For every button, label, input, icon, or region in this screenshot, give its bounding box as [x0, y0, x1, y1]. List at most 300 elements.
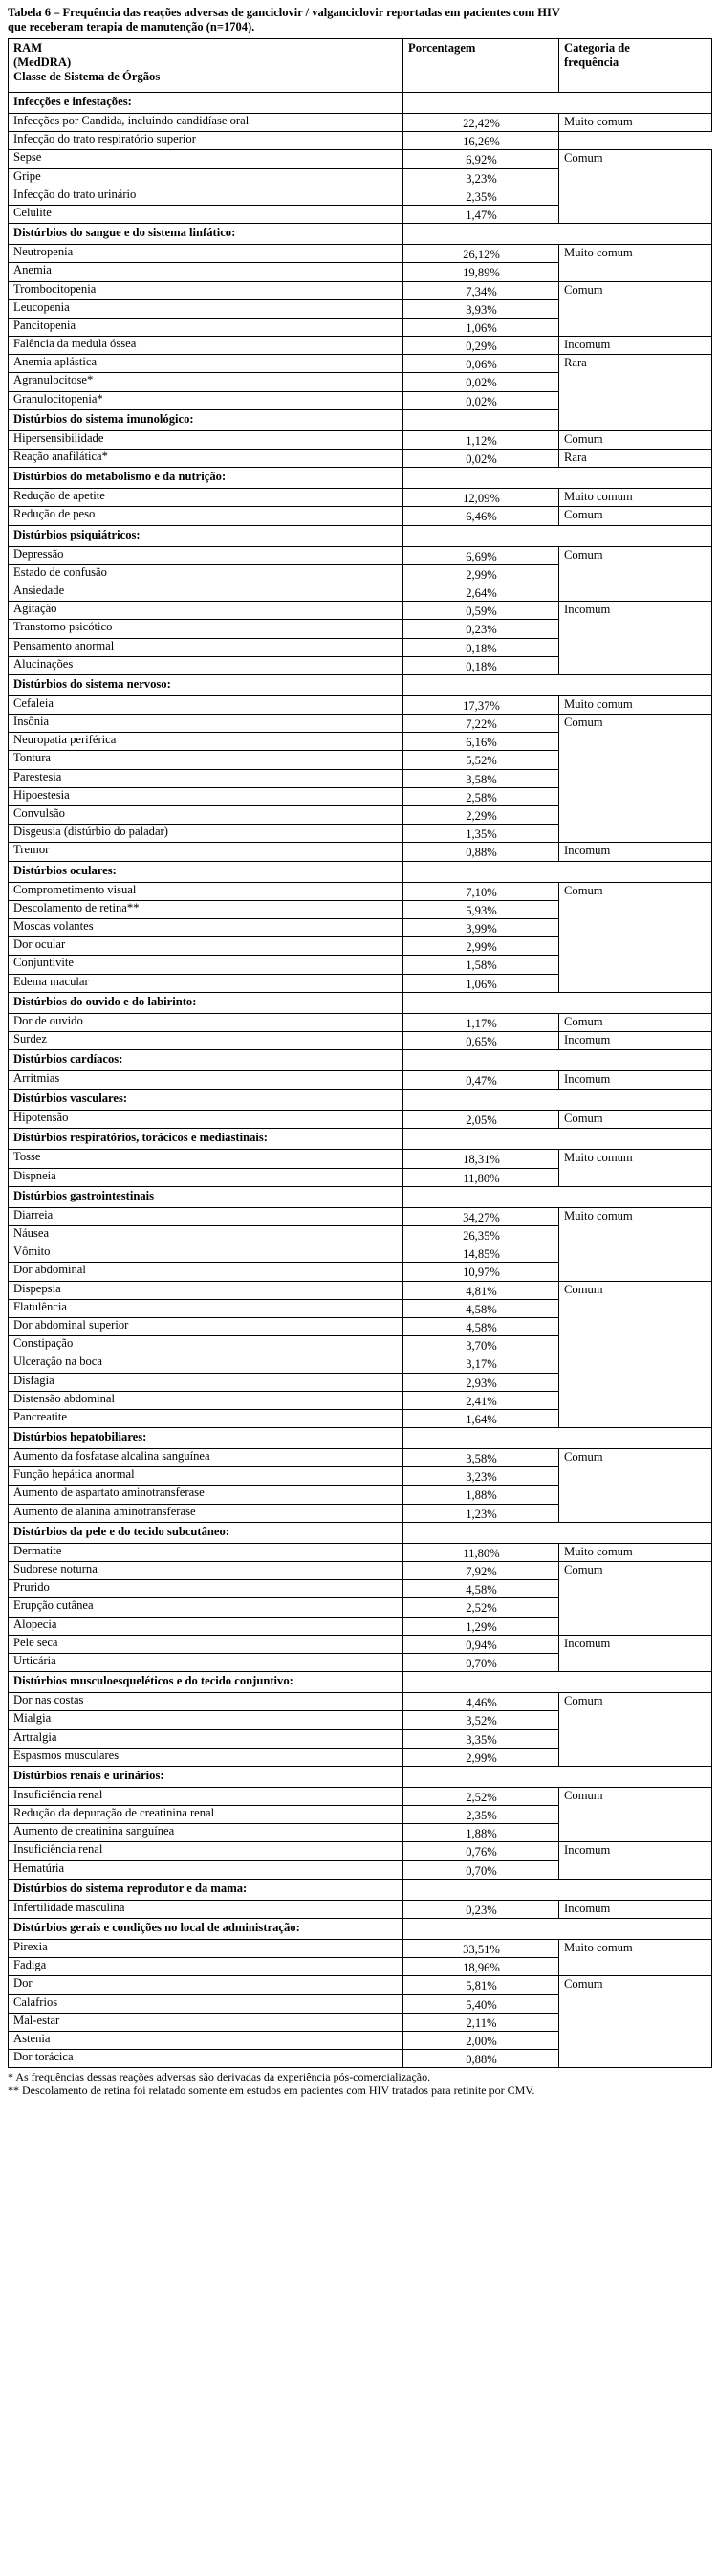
section-title: Distúrbios hepatobiliares:	[9, 1428, 403, 1449]
reaction-percentage: 0,88%	[403, 2050, 559, 2068]
reaction-percentage: 2,52%	[403, 1787, 559, 1805]
section-title: Infecções e infestações:	[9, 93, 403, 114]
reaction-percentage: 2,93%	[403, 1373, 559, 1391]
reaction-term: Dor nas costas	[9, 1693, 403, 1711]
reaction-term: Arritmias	[9, 1071, 403, 1090]
frequency-category: Incomum	[559, 1635, 712, 1671]
reaction-percentage: 2,64%	[403, 583, 559, 601]
table-row	[9, 1031, 712, 1049]
reaction-percentage: 0,94%	[403, 1635, 559, 1653]
frequency-category: Muito comum	[559, 489, 712, 507]
reaction-percentage: 0,06%	[403, 355, 559, 373]
reaction-term: Insuficiência renal	[9, 1787, 403, 1805]
frequency-category: Comum	[559, 546, 712, 602]
table-row	[9, 489, 712, 507]
reaction-term: Dor ocular	[9, 937, 403, 956]
section-empty-cell	[403, 224, 712, 245]
reaction-percentage: 26,35%	[403, 1226, 559, 1244]
frequency-category: Incomum	[559, 1900, 712, 1918]
reaction-percentage: 2,99%	[403, 937, 559, 956]
reaction-term: Trombocitopenia	[9, 281, 403, 299]
reaction-term: Edema macular	[9, 974, 403, 992]
reaction-percentage: 2,11%	[403, 2013, 559, 2031]
reaction-percentage: 5,40%	[403, 1994, 559, 2013]
frequency-category: Muito comum	[559, 1940, 712, 1976]
reaction-term: Diarreia	[9, 1207, 403, 1225]
reaction-term: Convulsão	[9, 806, 403, 825]
reaction-term: Tremor	[9, 843, 403, 861]
reaction-percentage: 0,02%	[403, 391, 559, 409]
reaction-percentage: 2,99%	[403, 564, 559, 583]
reaction-percentage: 3,58%	[403, 769, 559, 787]
frequency-category: Muito comum	[559, 695, 712, 714]
reaction-term: Hipoestesia	[9, 787, 403, 805]
frequency-category: Incomum	[559, 1071, 712, 1090]
frequency-category: Muito comum	[559, 1207, 712, 1281]
section-empty-cell	[403, 674, 712, 695]
table-row	[9, 281, 712, 299]
reaction-percentage: 1,64%	[403, 1409, 559, 1427]
header-percentage-line: Porcentagem	[408, 41, 476, 55]
reaction-term: Dor torácica	[9, 2050, 403, 2068]
reaction-term: Insuficiência renal	[9, 1842, 403, 1860]
table-row	[9, 546, 712, 564]
reaction-percentage: 2,29%	[403, 806, 559, 825]
section-title: Distúrbios renais e urinários:	[9, 1766, 403, 1787]
section-row	[9, 468, 712, 489]
reaction-term: Alopecia	[9, 1617, 403, 1635]
table-body	[9, 93, 712, 2068]
reaction-term: Pancreatite	[9, 1409, 403, 1427]
reaction-term: Artralgia	[9, 1729, 403, 1748]
reaction-percentage: 7,22%	[403, 715, 559, 733]
reaction-percentage: 5,81%	[403, 1976, 559, 1994]
reaction-percentage: 5,93%	[403, 900, 559, 918]
reaction-percentage: 1,06%	[403, 318, 559, 336]
section-title: Distúrbios musculoesqueléticos e do tecido conjuntivo:	[9, 1672, 403, 1693]
reaction-term: Leucopenia	[9, 299, 403, 318]
section-title: Distúrbios da pele e do tecido subcutâneo:	[9, 1522, 403, 1543]
section-empty-cell	[403, 1090, 712, 1111]
reaction-percentage: 4,58%	[403, 1317, 559, 1335]
reaction-term: Estado de confusão	[9, 564, 403, 583]
reaction-term: Hipersensibilidade	[9, 430, 403, 449]
table-row	[9, 1449, 712, 1467]
reaction-percentage: 6,92%	[403, 150, 559, 168]
reaction-percentage: 7,92%	[403, 1562, 559, 1580]
table-row	[9, 1900, 712, 1918]
reaction-term: Função hepática anormal	[9, 1467, 403, 1486]
section-title: Distúrbios psiquiátricos:	[9, 525, 403, 546]
reaction-percentage: 4,58%	[403, 1580, 559, 1598]
table-row	[9, 843, 712, 861]
reaction-percentage: 11,80%	[403, 1168, 559, 1186]
reaction-percentage: 1,29%	[403, 1617, 559, 1635]
table-header-row	[9, 39, 712, 93]
reaction-term: Infertilidade masculina	[9, 1900, 403, 1918]
reaction-term: Tontura	[9, 751, 403, 769]
reaction-percentage: 19,89%	[403, 263, 559, 281]
section-title: Distúrbios do sangue e do sistema linfático:	[9, 224, 403, 245]
section-row	[9, 674, 712, 695]
reaction-term: Flatulência	[9, 1299, 403, 1317]
reaction-term: Espasmos musculares	[9, 1748, 403, 1766]
reaction-term: Fadiga	[9, 1958, 403, 1976]
reaction-term: Dispepsia	[9, 1281, 403, 1299]
table-row	[9, 114, 712, 132]
reaction-term: Constipação	[9, 1336, 403, 1354]
section-empty-cell	[403, 992, 712, 1013]
frequency-category: Comum	[559, 715, 712, 843]
frequency-category: Muito comum	[559, 1543, 712, 1561]
reaction-percentage: 17,37%	[403, 695, 559, 714]
frequency-category: Comum	[559, 1562, 712, 1636]
section-row	[9, 1090, 712, 1111]
reaction-percentage: 1,17%	[403, 1013, 559, 1031]
reaction-term: Ansiedade	[9, 583, 403, 601]
table-row	[9, 450, 712, 468]
header-frequency-line: frequência	[564, 55, 619, 69]
section-row	[9, 409, 712, 430]
reaction-percentage: 2,35%	[403, 187, 559, 205]
section-row	[9, 1522, 712, 1543]
reaction-term: Vômito	[9, 1244, 403, 1263]
reaction-term: Distensão abdominal	[9, 1391, 403, 1409]
reaction-percentage: 7,10%	[403, 882, 559, 900]
reaction-term: Conjuntivite	[9, 956, 403, 974]
reaction-percentage: 6,46%	[403, 507, 559, 525]
reaction-percentage: 5,52%	[403, 751, 559, 769]
reaction-term: Depressão	[9, 546, 403, 564]
frequency-category: Comum	[559, 882, 712, 992]
reaction-term: Redução de peso	[9, 507, 403, 525]
reaction-percentage: 6,69%	[403, 546, 559, 564]
reaction-percentage: 0,47%	[403, 1071, 559, 1090]
reaction-term: Mal-estar	[9, 2013, 403, 2031]
section-row	[9, 1428, 712, 1449]
table-row	[9, 1013, 712, 1031]
table-row	[9, 602, 712, 620]
table-caption: Tabela 6 – Frequência das reações adversas de ganciclovir / valganciclovir reportadas em pacientes com HIV que receberam terapia de manutenção (n=1704).	[8, 6, 560, 33]
reaction-percentage: 0,02%	[403, 373, 559, 391]
section-title: Distúrbios do sistema nervoso:	[9, 674, 403, 695]
frequency-category: Incomum	[559, 1031, 712, 1049]
section-title: Distúrbios do metabolismo e da nutrição:	[9, 468, 403, 489]
reaction-percentage: 3,52%	[403, 1711, 559, 1729]
adverse-reactions-table	[8, 38, 712, 2068]
reaction-percentage: 2,05%	[403, 1111, 559, 1129]
section-row	[9, 861, 712, 882]
header-ram-line: (MedDRA)	[13, 55, 72, 69]
reaction-percentage: 3,23%	[403, 168, 559, 187]
table-row	[9, 1207, 712, 1225]
header-ram-line: RAM	[13, 41, 43, 55]
frequency-category: Rara	[559, 450, 712, 468]
reaction-percentage: 33,51%	[403, 1940, 559, 1958]
reaction-term: Agranulocitose*	[9, 373, 403, 391]
reaction-term: Dispneia	[9, 1168, 403, 1186]
reaction-term: Hematúria	[9, 1860, 403, 1879]
reaction-term: Hipotensão	[9, 1111, 403, 1129]
section-empty-cell	[403, 409, 712, 430]
frequency-category: Comum	[559, 1281, 712, 1428]
reaction-percentage: 3,58%	[403, 1449, 559, 1467]
section-row	[9, 1879, 712, 1900]
table-row	[9, 1562, 712, 1580]
header-frequency-line: Categoria de	[564, 41, 630, 55]
table-row	[9, 882, 712, 900]
reaction-percentage: 1,88%	[403, 1824, 559, 1842]
reaction-term: Urticária	[9, 1653, 403, 1671]
table-row	[9, 1842, 712, 1860]
reaction-term: Aumento de creatinina sanguínea	[9, 1824, 403, 1842]
section-row	[9, 1919, 712, 1940]
table-row	[9, 150, 712, 168]
frequency-category: Comum	[559, 1111, 712, 1129]
table-row	[9, 430, 712, 449]
header-ram-line: Classe de Sistema de Órgãos	[13, 70, 161, 83]
reaction-percentage: 2,99%	[403, 1748, 559, 1766]
reaction-term: Tosse	[9, 1150, 403, 1168]
section-title: Distúrbios gerais e condições no local de administração:	[9, 1919, 403, 1940]
section-empty-cell	[403, 1919, 712, 1940]
reaction-percentage: 3,93%	[403, 299, 559, 318]
frequency-category: Comum	[559, 281, 712, 337]
frequency-category: Comum	[559, 1693, 712, 1767]
reaction-percentage: 18,31%	[403, 1150, 559, 1168]
reaction-percentage: 2,41%	[403, 1391, 559, 1409]
table-row	[9, 1281, 712, 1299]
reaction-term: Neutropenia	[9, 245, 403, 263]
reaction-percentage: 3,99%	[403, 918, 559, 936]
frequency-category: Comum	[559, 1976, 712, 2068]
reaction-percentage: 4,46%	[403, 1693, 559, 1711]
frequency-category: Comum	[559, 1787, 712, 1842]
frequency-category: Incomum	[559, 843, 712, 861]
reaction-percentage: 4,81%	[403, 1281, 559, 1299]
reaction-term: Pirexia	[9, 1940, 403, 1958]
reaction-term: Astenia	[9, 2031, 403, 2049]
reaction-term: Infecção do trato respiratório superior	[9, 132, 403, 150]
table-row	[9, 1976, 712, 1994]
reaction-term: Agitação	[9, 602, 403, 620]
reaction-term: Aumento de aspartato aminotransferase	[9, 1486, 403, 1504]
reaction-percentage: 0,59%	[403, 602, 559, 620]
reaction-term: Granulocitopenia*	[9, 391, 403, 409]
reaction-term: Cefaleia	[9, 695, 403, 714]
reaction-percentage: 0,18%	[403, 638, 559, 656]
frequency-category: Comum	[559, 430, 712, 449]
reaction-percentage: 0,88%	[403, 843, 559, 861]
reaction-term: Descolamento de retina**	[9, 900, 403, 918]
table-row	[9, 245, 712, 263]
section-title: Distúrbios do sistema imunológico:	[9, 409, 403, 430]
section-title: Distúrbios oculares:	[9, 861, 403, 882]
table-row	[9, 132, 712, 150]
reaction-term: Dor de ouvido	[9, 1013, 403, 1031]
section-empty-cell	[403, 1522, 712, 1543]
reaction-term: Alucinações	[9, 656, 403, 674]
frequency-category: Incomum	[559, 602, 712, 675]
section-row	[9, 1766, 712, 1787]
frequency-category: Comum	[559, 1013, 712, 1031]
header-percentage	[403, 39, 559, 93]
reaction-percentage: 2,52%	[403, 1598, 559, 1617]
section-row	[9, 1129, 712, 1150]
reaction-term: Erupção cutânea	[9, 1598, 403, 1617]
reaction-term: Ulceração na boca	[9, 1354, 403, 1373]
reaction-term: Náusea	[9, 1226, 403, 1244]
section-row	[9, 93, 712, 114]
reaction-percentage: 7,34%	[403, 281, 559, 299]
table-row	[9, 1787, 712, 1805]
reaction-term: Redução de apetite	[9, 489, 403, 507]
reaction-term: Disgeusia (distúrbio do paladar)	[9, 825, 403, 843]
reaction-percentage: 1,88%	[403, 1486, 559, 1504]
reaction-term: Dor abdominal superior	[9, 1317, 403, 1335]
reaction-percentage: 16,26%	[403, 132, 559, 150]
reaction-term: Surdez	[9, 1031, 403, 1049]
reaction-percentage: 2,35%	[403, 1806, 559, 1824]
reaction-percentage: 1,35%	[403, 825, 559, 843]
reaction-percentage: 14,85%	[403, 1244, 559, 1263]
section-row	[9, 1672, 712, 1693]
reaction-percentage: 26,12%	[403, 245, 559, 263]
table-row	[9, 1543, 712, 1561]
frequency-category: Muito comum	[559, 1150, 712, 1186]
section-empty-cell	[403, 1129, 712, 1150]
reaction-term: Prurido	[9, 1580, 403, 1598]
reaction-percentage: 10,97%	[403, 1263, 559, 1281]
table-row	[9, 1071, 712, 1090]
table-row	[9, 715, 712, 733]
reaction-term: Moscas volantes	[9, 918, 403, 936]
reaction-term: Sudorese noturna	[9, 1562, 403, 1580]
reaction-percentage: 0,18%	[403, 656, 559, 674]
frequency-category: Comum	[559, 1449, 712, 1523]
reaction-percentage: 0,70%	[403, 1653, 559, 1671]
reaction-percentage: 0,29%	[403, 337, 559, 355]
reaction-term: Infecção do trato urinário	[9, 187, 403, 205]
reaction-term: Celulite	[9, 205, 403, 223]
reaction-percentage: 2,58%	[403, 787, 559, 805]
table-row	[9, 1693, 712, 1711]
reaction-term: Dor	[9, 1976, 403, 1994]
reaction-term: Aumento da fosfatase alcalina sanguínea	[9, 1449, 403, 1467]
reaction-percentage: 3,70%	[403, 1336, 559, 1354]
section-row	[9, 1186, 712, 1207]
table-row	[9, 1150, 712, 1168]
reaction-percentage: 22,42%	[403, 114, 559, 132]
reaction-term: Reação anafilática*	[9, 450, 403, 468]
reaction-percentage: 0,76%	[403, 1842, 559, 1860]
section-title: Distúrbios vasculares:	[9, 1090, 403, 1111]
header-frequency-category	[559, 39, 712, 93]
reaction-percentage: 12,09%	[403, 489, 559, 507]
reaction-percentage: 1,58%	[403, 956, 559, 974]
reaction-percentage: 4,58%	[403, 1299, 559, 1317]
reaction-term: Comprometimento visual	[9, 882, 403, 900]
reaction-term: Pancitopenia	[9, 318, 403, 336]
frequency-category: Incomum	[559, 337, 712, 355]
reaction-term: Disfagia	[9, 1373, 403, 1391]
reaction-percentage: 1,47%	[403, 205, 559, 223]
frequency-category: Comum	[559, 150, 712, 224]
reaction-percentage: 34,27%	[403, 1207, 559, 1225]
reaction-percentage: 1,06%	[403, 974, 559, 992]
section-title: Distúrbios do sistema reprodutor e da mama:	[9, 1879, 403, 1900]
reaction-term: Pele seca	[9, 1635, 403, 1653]
section-empty-cell	[403, 1050, 712, 1071]
reaction-percentage: 0,23%	[403, 1900, 559, 1918]
reaction-percentage: 3,35%	[403, 1729, 559, 1748]
header-ram	[9, 39, 403, 93]
reaction-percentage: 1,23%	[403, 1504, 559, 1522]
section-title: Distúrbios gastrointestinais	[9, 1186, 403, 1207]
reaction-term: Falência da medula óssea	[9, 337, 403, 355]
reaction-term: Aumento de alanina aminotransferase	[9, 1504, 403, 1522]
table-row	[9, 1635, 712, 1653]
section-row	[9, 1050, 712, 1071]
table-row	[9, 1940, 712, 1958]
section-empty-cell	[403, 861, 712, 882]
section-title: Distúrbios respiratórios, torácicos e mediastinais:	[9, 1129, 403, 1150]
reaction-percentage: 0,02%	[403, 450, 559, 468]
reaction-term: Mialgia	[9, 1711, 403, 1729]
reaction-term: Calafrios	[9, 1994, 403, 2013]
table-row	[9, 355, 712, 373]
frequency-category: Incomum	[559, 1842, 712, 1879]
reaction-term: Transtorno psicótico	[9, 620, 403, 638]
section-empty-cell	[403, 1879, 712, 1900]
section-empty-cell	[403, 468, 712, 489]
section-empty-cell	[403, 1672, 712, 1693]
table-row	[9, 695, 712, 714]
table-row	[9, 507, 712, 525]
table-row	[9, 1111, 712, 1129]
reaction-percentage: 6,16%	[403, 733, 559, 751]
reaction-percentage: 1,12%	[403, 430, 559, 449]
reaction-percentage: 2,00%	[403, 2031, 559, 2049]
reaction-percentage: 11,80%	[403, 1543, 559, 1561]
section-row	[9, 525, 712, 546]
reaction-term: Pensamento anormal	[9, 638, 403, 656]
footnote: ** Descolamento de retina foi relatado somente em estudos em pacientes com HIV tratados para retinite por CMV.	[8, 2083, 535, 2098]
section-empty-cell	[403, 93, 712, 114]
section-empty-cell	[403, 1766, 712, 1787]
reaction-term: Parestesia	[9, 769, 403, 787]
reaction-term: Anemia	[9, 263, 403, 281]
reaction-percentage: 18,96%	[403, 1958, 559, 1976]
reaction-term: Gripe	[9, 168, 403, 187]
footnote: * As frequências dessas reações adversas são derivadas da experiência pós-comercialização.	[8, 2070, 431, 2084]
reaction-percentage: 0,23%	[403, 620, 559, 638]
frequency-category: Muito comum	[559, 245, 712, 281]
reaction-percentage: 0,65%	[403, 1031, 559, 1049]
section-row	[9, 992, 712, 1013]
reaction-percentage: 3,17%	[403, 1354, 559, 1373]
frequency-category: Muito comum	[559, 114, 712, 132]
frequency-category: Rara	[559, 355, 712, 431]
section-row	[9, 224, 712, 245]
footnotes	[8, 2070, 711, 2097]
reaction-term: Dermatite	[9, 1543, 403, 1561]
section-title: Distúrbios cardíacos:	[9, 1050, 403, 1071]
reaction-term: Neuropatia periférica	[9, 733, 403, 751]
reaction-percentage: 3,23%	[403, 1467, 559, 1486]
section-title: Distúrbios do ouvido e do labirinto:	[9, 992, 403, 1013]
reaction-percentage: 0,70%	[403, 1860, 559, 1879]
